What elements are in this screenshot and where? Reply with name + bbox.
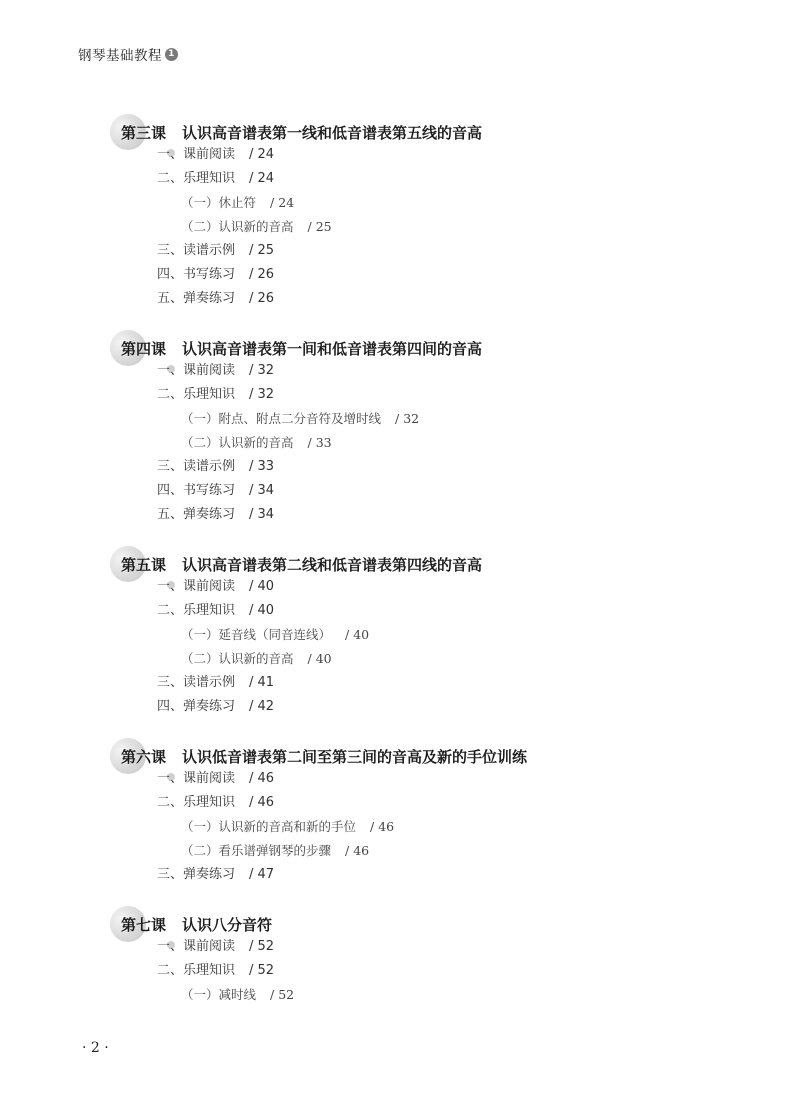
toc-page-number: / 34 (249, 507, 275, 522)
toc-page-number: / 46 (370, 819, 395, 834)
toc-page-number: / 52 (249, 939, 275, 954)
toc-subentry[interactable] (181, 409, 419, 429)
toc-entry[interactable] (157, 937, 274, 957)
toc-page-number: / 52 (270, 987, 295, 1002)
toc-entry[interactable] (157, 793, 274, 813)
toc-page-number: / 33 (307, 435, 332, 450)
toc-page-number: / 46 (249, 795, 275, 810)
toc-page-number: / 46 (345, 843, 370, 858)
toc-entry-label: 四、书写练习 (157, 267, 236, 282)
toc-entry-label: （二）认识新的音高 (181, 435, 294, 450)
page-number: · 2 · (82, 1040, 109, 1056)
toc-entry[interactable] (157, 241, 274, 261)
toc-page-number: / 26 (249, 291, 275, 306)
toc-page-number: / 32 (249, 363, 275, 378)
toc-entry[interactable] (157, 505, 274, 525)
toc-entry[interactable] (157, 145, 274, 165)
toc-page-number: / 40 (249, 603, 275, 618)
lesson-number: 第六课 (121, 747, 167, 766)
toc-entry-label: 五、弹奏练习 (157, 507, 236, 522)
toc-subentry[interactable] (181, 625, 369, 645)
toc-page-number: / 24 (249, 171, 275, 186)
toc-subentry[interactable] (181, 817, 394, 837)
toc-entry-label: 二、乐理知识 (157, 963, 236, 978)
toc-entry[interactable] (157, 289, 274, 309)
toc-entry-label: （一）认识新的音高和新的手位 (181, 819, 357, 834)
toc-entry-label: 二、乐理知识 (157, 387, 236, 402)
toc-page-number: / 40 (345, 627, 370, 642)
lesson-title: 认识高音谱表第一线和低音谱表第五线的音高 (182, 123, 483, 142)
toc-entry[interactable] (157, 961, 274, 981)
toc-page-number: / 42 (249, 699, 275, 714)
lesson-title: 认识低音谱表第二间至第三间的音高及新的手位训练 (182, 747, 528, 766)
toc-entry-label: 四、弹奏练习 (157, 699, 236, 714)
toc-entry-label: （一）休止符 (181, 195, 257, 210)
toc-entry-label: 一、课前阅读 (157, 147, 236, 162)
toc-entry[interactable] (157, 361, 274, 381)
volume-badge: 1 (165, 48, 178, 61)
toc-subentry[interactable] (181, 841, 369, 861)
lesson-number: 第五课 (121, 555, 167, 574)
toc-entry-label: 二、乐理知识 (157, 795, 236, 810)
running-header (78, 44, 178, 64)
toc-entry[interactable] (157, 265, 274, 285)
lesson-title: 认识高音谱表第一间和低音谱表第四间的音高 (182, 339, 483, 358)
toc-page-number: / 32 (395, 411, 420, 426)
toc-entry-label: 三、弹奏练习 (157, 867, 236, 882)
toc-page-number: / 46 (249, 771, 275, 786)
toc-entry-label: 一、课前阅读 (157, 939, 236, 954)
toc-page-number: / 24 (249, 147, 275, 162)
toc-entry[interactable] (157, 577, 274, 597)
toc-entry-label: 三、读谱示例 (157, 675, 236, 690)
toc-entry-label: 一、课前阅读 (157, 363, 236, 378)
toc-page-number: / 40 (307, 651, 332, 666)
toc-entry[interactable] (157, 457, 274, 477)
toc-page-number: / 24 (270, 195, 295, 210)
toc-entry-label: （一）减时线 (181, 987, 257, 1002)
toc-page-number: / 26 (249, 267, 275, 282)
toc-entry[interactable] (157, 673, 274, 693)
toc-page-number: / 32 (249, 387, 275, 402)
toc-page-number: / 40 (249, 579, 275, 594)
lesson-title: 认识八分音符 (182, 915, 273, 934)
toc-page-number: / 47 (249, 867, 275, 882)
toc-entry-label: 一、课前阅读 (157, 771, 236, 786)
toc-entry-label: 二、乐理知识 (157, 171, 236, 186)
toc-entry[interactable] (157, 385, 274, 405)
toc-entry-label: （二）认识新的音高 (181, 651, 294, 666)
toc-entry[interactable] (157, 601, 274, 621)
toc-entry-label: 三、读谱示例 (157, 243, 236, 258)
toc-entry[interactable] (157, 481, 274, 501)
toc-page-number: / 41 (249, 675, 275, 690)
toc-entry[interactable] (157, 169, 274, 189)
toc-entry-label: （二）认识新的音高 (181, 219, 294, 234)
toc-entry-label: 二、乐理知识 (157, 603, 236, 618)
toc-entry-label: （一）附点、附点二分音符及增时线 (181, 411, 382, 426)
toc-subentry[interactable] (181, 985, 294, 1005)
toc-subentry[interactable] (181, 193, 294, 213)
toc-entry-label: 三、读谱示例 (157, 459, 236, 474)
toc-entry-label: （一）延音线（同音连线） (181, 627, 332, 642)
lesson-number: 第七课 (121, 915, 167, 934)
toc-entry-label: 一、课前阅读 (157, 579, 236, 594)
toc-entry[interactable] (157, 697, 274, 717)
lesson-number: 第四课 (121, 339, 167, 358)
toc-entry-label: 五、弹奏练习 (157, 291, 236, 306)
book-title: 钢琴基础教程 (78, 48, 162, 64)
toc-entry-label: 四、书写练习 (157, 483, 236, 498)
toc-entry[interactable] (157, 865, 274, 885)
lesson-title: 认识高音谱表第二线和低音谱表第四线的音高 (182, 555, 483, 574)
toc-page-number: / 25 (249, 243, 275, 258)
toc-page-number: / 33 (249, 459, 275, 474)
lesson-number: 第三课 (121, 123, 167, 142)
toc-entry-label: （二）看乐谱弹钢琴的步骤 (181, 843, 332, 858)
toc-entry[interactable] (157, 769, 274, 789)
toc-subentry[interactable] (181, 649, 332, 669)
toc-subentry[interactable] (181, 433, 332, 453)
toc-subentry[interactable] (181, 217, 332, 237)
toc-page-number: / 25 (307, 219, 332, 234)
toc-page-number: / 34 (249, 483, 275, 498)
toc-page-number: / 52 (249, 963, 275, 978)
